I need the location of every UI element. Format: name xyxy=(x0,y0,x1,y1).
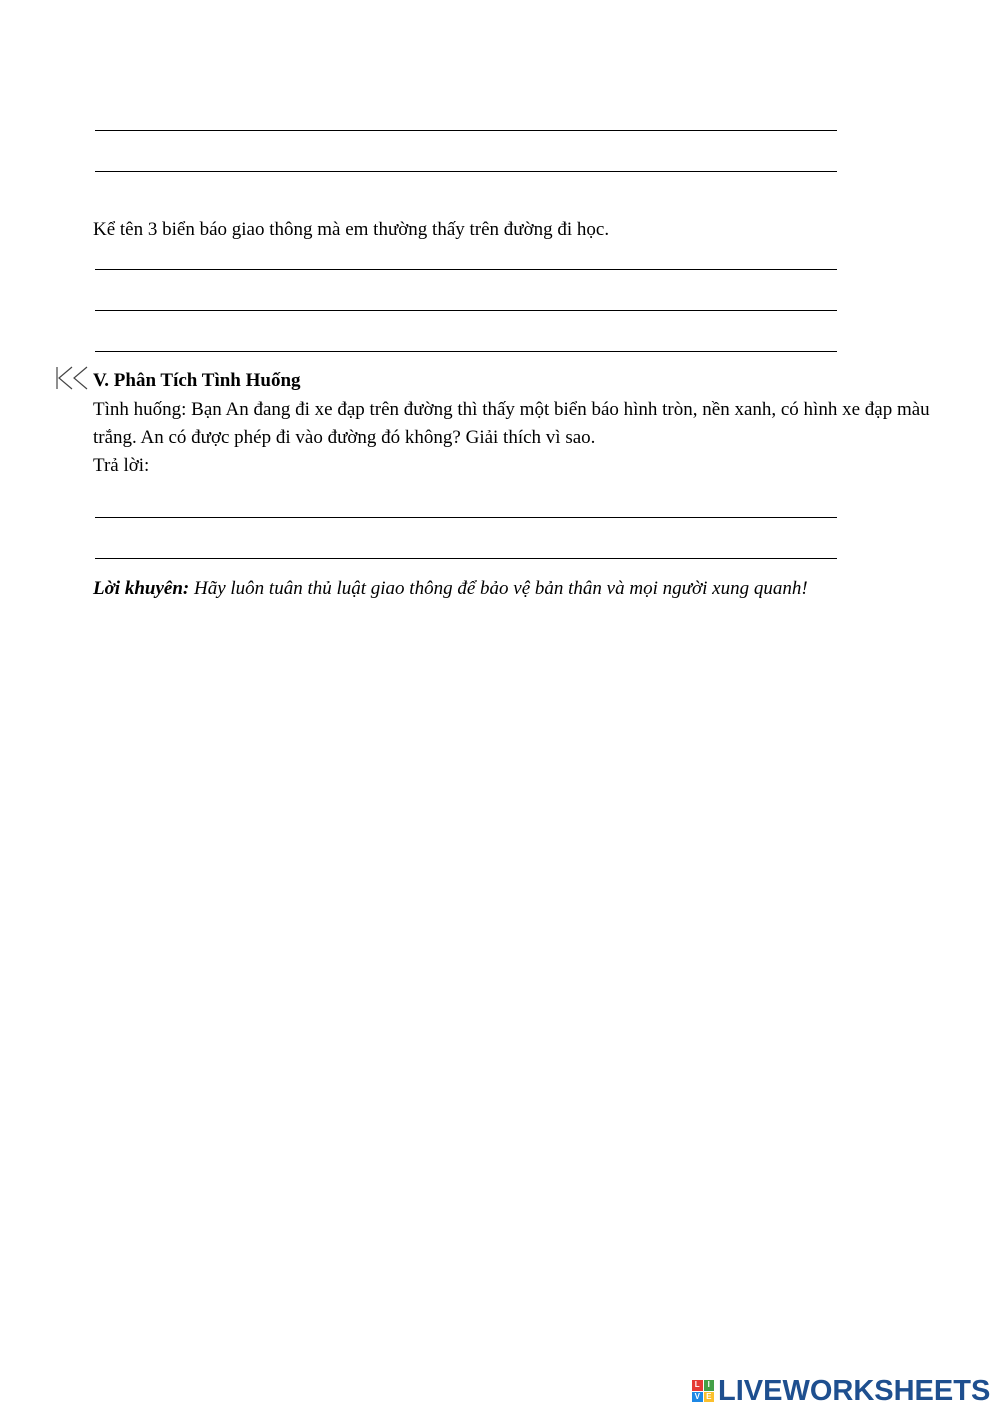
answer-label: Trả lời: xyxy=(93,455,150,476)
answer-line[interactable] xyxy=(95,351,837,352)
logo-mark-icon xyxy=(692,1380,714,1402)
question-text: Kể tên 3 biển báo giao thông mà em thường thấy trên đường đi học. xyxy=(93,219,610,240)
advice-body: Hãy luôn tuân thủ luật giao thông để bảo vệ bản thân và mọi người xung quanh! xyxy=(189,578,808,599)
logo-mark-letter: E xyxy=(704,1392,715,1403)
answer-line[interactable] xyxy=(95,269,837,270)
answer-line[interactable] xyxy=(95,130,837,131)
situation-text: Tình huống: Bạn An đang đi xe đạp trên đường thì thấy một biển báo hình tròn, nền xanh, có hình xe đạp màu trắng. An có được phép đi vào đường đó không? Giải thích vì sao. xyxy=(93,399,930,448)
section-heading: V. Phân Tích Tình Huống xyxy=(93,370,301,391)
answer-line[interactable] xyxy=(95,558,837,559)
answer-line[interactable] xyxy=(95,310,837,311)
liveworksheets-logo xyxy=(692,1376,990,1406)
logo-mark-letter: L xyxy=(692,1380,703,1391)
advice-text xyxy=(93,575,808,603)
answer-line[interactable] xyxy=(95,517,837,518)
rewind-icon[interactable] xyxy=(55,366,89,390)
logo-mark-letter: V xyxy=(692,1392,703,1403)
logo-text: LIVEWORKSHEETS xyxy=(718,1374,991,1407)
answer-line[interactable] xyxy=(95,171,837,172)
advice-label: Lời khuyên: xyxy=(93,578,190,599)
logo-mark-letter: I xyxy=(704,1380,715,1391)
